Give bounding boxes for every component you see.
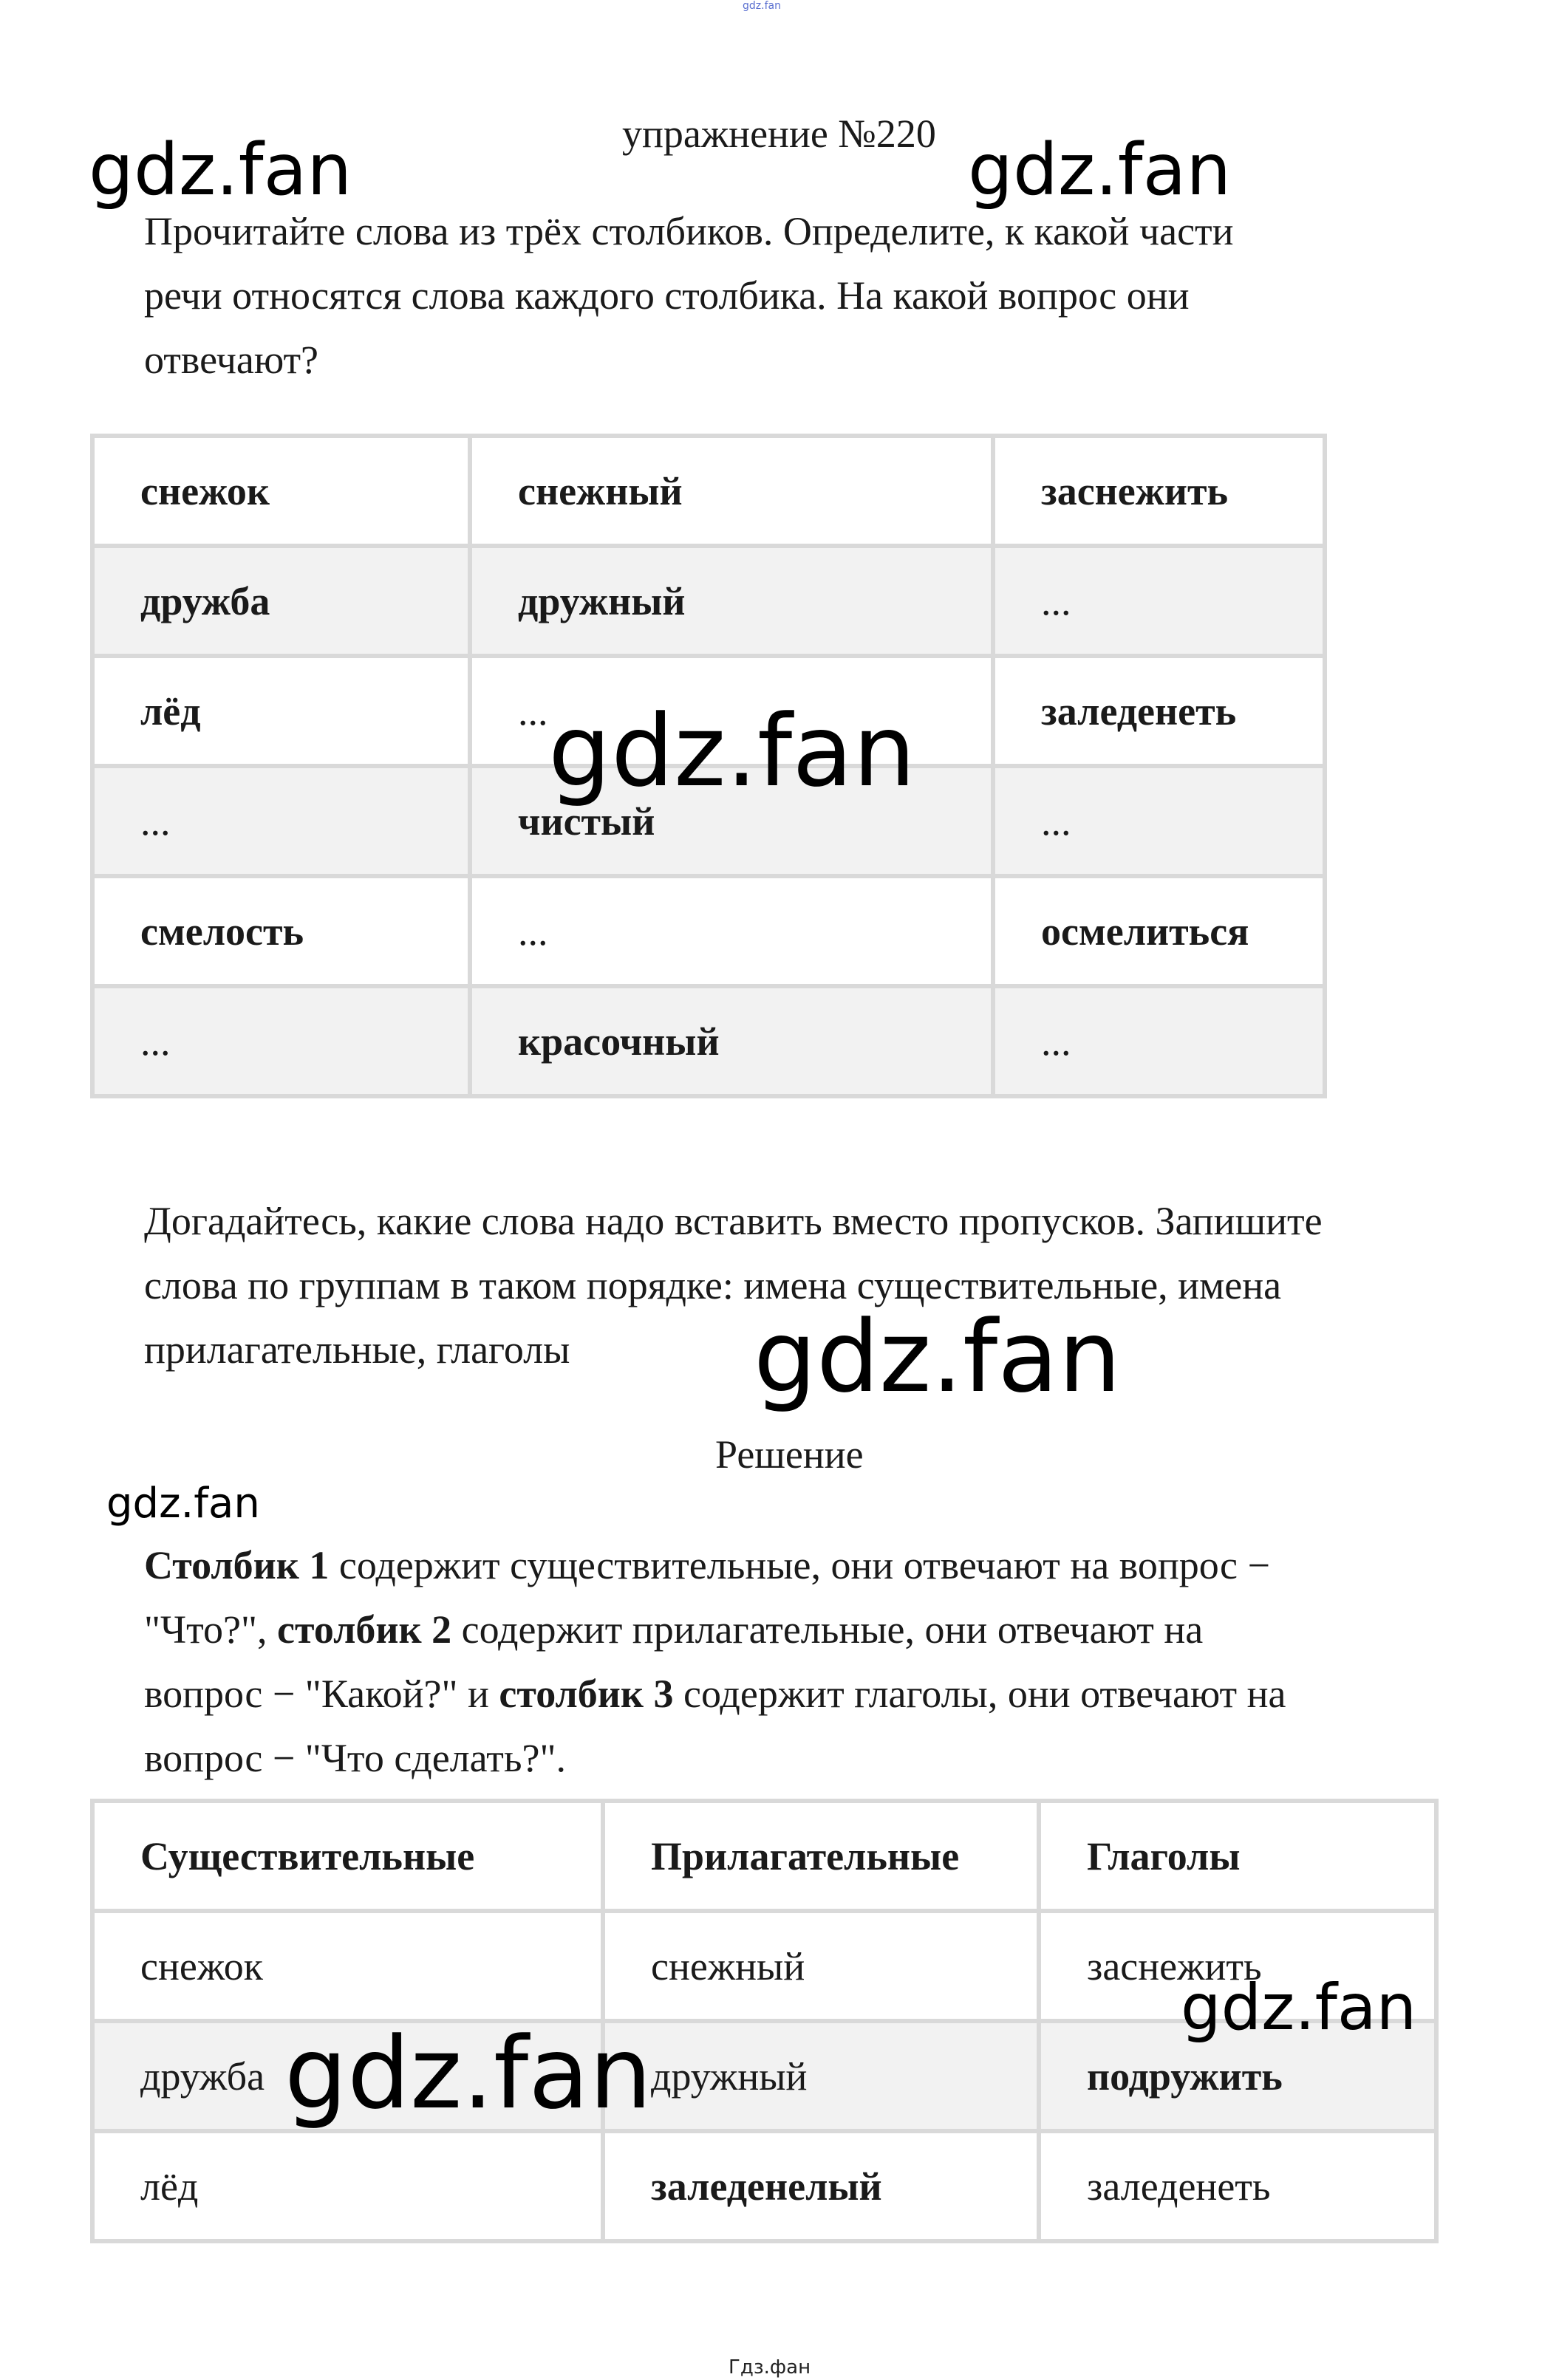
solution-line [144, 1598, 1511, 1662]
table-row [92, 546, 1325, 656]
instructions-line: Догадайтесь, какие слова надо вставить вместо пропусков. Запишите [144, 1199, 1323, 1243]
table-cell: заснежить [1039, 1911, 1436, 2021]
solution-emphasis: столбик 3 [499, 1672, 674, 1716]
table-cell: ... [470, 656, 993, 766]
watermark: gdz.fan [548, 694, 916, 809]
table-row [92, 876, 1325, 986]
solution-segment: вопрос − "Что сделать?". [144, 1736, 566, 1780]
footer-text: Гдз.фан [729, 2356, 811, 2379]
table-cell: заснежить [993, 436, 1325, 546]
table-cell: заледенелый [603, 2131, 1039, 2241]
watermark: gdz.fan [968, 129, 1232, 211]
question-line: Прочитайте слова из трёх столбиков. Определите, к какой части [144, 209, 1234, 253]
table-cell: заледенеть [1039, 2131, 1436, 2241]
table-cell: ... [92, 986, 470, 1096]
table-cell: снежок [92, 1911, 603, 2021]
watermark: gdz.fan [754, 1299, 1122, 1415]
table-cell: чистый [470, 766, 993, 876]
question-line: речи относятся слова каждого столбика. На какой вопрос они [144, 273, 1190, 318]
question-line: отвечают? [144, 338, 319, 382]
table-row [92, 436, 1325, 546]
table-cell: ... [470, 876, 993, 986]
table-cell: дружный [603, 2021, 1039, 2131]
table-row [92, 2131, 1436, 2241]
table-cell: ... [993, 766, 1325, 876]
top-watermark-small: gdz.fan [743, 0, 781, 12]
solution-segment: содержит глаголы, они отвечают на [673, 1672, 1286, 1716]
solution-line [144, 1662, 1511, 1726]
watermark: gdz.fan [284, 2016, 652, 2131]
exercise-title: упражнение №220 [622, 112, 936, 156]
table-cell: лёд [92, 656, 470, 766]
column-header: Глаголы [1039, 1801, 1436, 1911]
solution-segment: "Что?", [144, 1607, 278, 1652]
solution-emphasis: Столбик 1 [144, 1543, 330, 1587]
solution-heading: Решение [715, 1432, 864, 1477]
watermark: gdz.fan [1181, 1971, 1417, 2045]
solution-segment: содержит существительные, они отвечают на вопрос − [329, 1543, 1270, 1587]
table-cell: заледенеть [993, 656, 1325, 766]
table-header-row [92, 1801, 1436, 1911]
solution-emphasis: столбик 2 [277, 1607, 452, 1652]
table-row [92, 986, 1325, 1096]
table-cell: подружить [1039, 2021, 1436, 2131]
solution-segment: содержит прилагательные, они отвечают на [451, 1607, 1204, 1652]
watermark: gdz.fan [106, 1480, 260, 1528]
solution-segment: вопрос − "Какой?" и [144, 1672, 499, 1716]
table-cell: ... [92, 766, 470, 876]
table-cell: смелость [92, 876, 470, 986]
table-cell: снежный [470, 436, 993, 546]
table-cell: дружба [92, 546, 470, 656]
instructions-line: слова по группам в таком порядке: имена существительные, имена [144, 1263, 1282, 1307]
table-cell: ... [993, 986, 1325, 1096]
table-cell: снежок [92, 436, 470, 546]
watermark: gdz.fan [89, 129, 352, 211]
column-header: Прилагательные [603, 1801, 1039, 1911]
table-cell: дружба [92, 2021, 603, 2131]
table-cell: осмелиться [993, 876, 1325, 986]
solution-line [144, 1726, 1511, 1791]
table-cell: снежный [603, 1911, 1039, 2021]
solution-line [144, 1533, 1511, 1598]
table-cell: лёд [92, 2131, 603, 2241]
table-cell: дружный [470, 546, 993, 656]
column-header: Существительные [92, 1801, 603, 1911]
instructions-line: прилагательные, глаголы [144, 1327, 570, 1372]
table-cell: красочный [470, 986, 993, 1096]
exercise-question [144, 199, 1474, 392]
solution-text [144, 1533, 1511, 1791]
table-cell: ... [993, 546, 1325, 656]
